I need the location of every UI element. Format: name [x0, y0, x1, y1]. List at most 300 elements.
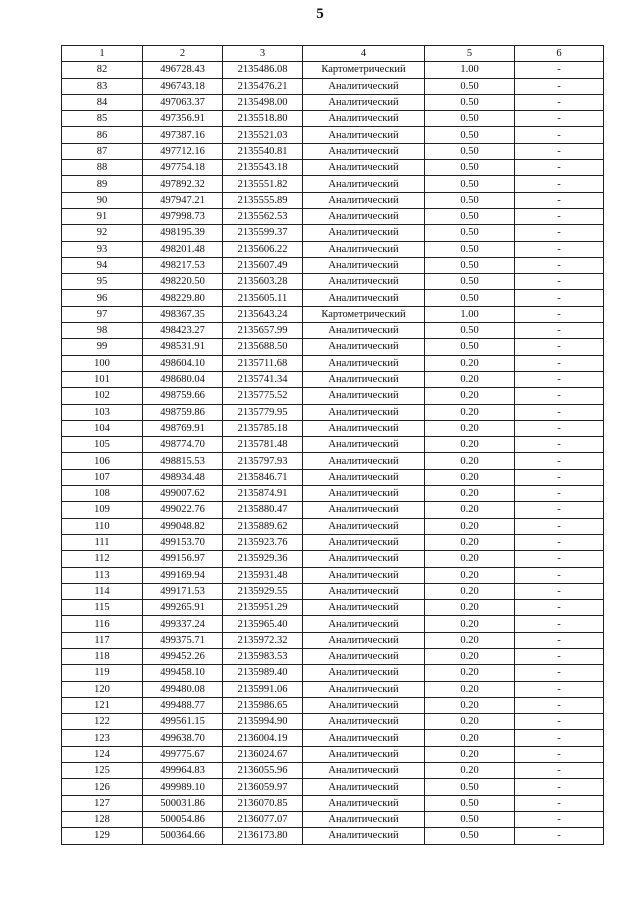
table-row — [62, 257, 604, 273]
note-cell: - — [515, 648, 604, 664]
x-coordinate-cell: 499048.82 — [143, 518, 223, 534]
y-coordinate-cell: 2135551.82 — [223, 176, 303, 192]
accuracy-cell: 0.20 — [425, 518, 515, 534]
y-coordinate-cell: 2135476.21 — [223, 78, 303, 94]
point-number-cell: 121 — [62, 697, 143, 713]
point-number-cell: 91 — [62, 208, 143, 224]
method-cell: Аналитический — [303, 730, 425, 746]
y-coordinate-cell: 2135603.28 — [223, 274, 303, 290]
method-cell: Аналитический — [303, 176, 425, 192]
table-row — [62, 779, 604, 795]
method-cell: Аналитический — [303, 160, 425, 176]
accuracy-cell: 0.20 — [425, 600, 515, 616]
point-number-cell: 89 — [62, 176, 143, 192]
method-cell: Аналитический — [303, 697, 425, 713]
point-number-cell: 99 — [62, 339, 143, 355]
x-coordinate-cell: 499775.67 — [143, 746, 223, 762]
y-coordinate-cell: 2135711.68 — [223, 355, 303, 371]
method-cell: Аналитический — [303, 404, 425, 420]
note-cell: - — [515, 600, 604, 616]
table-row — [62, 290, 604, 306]
note-cell: - — [515, 176, 604, 192]
point-number-cell: 120 — [62, 681, 143, 697]
y-coordinate-cell: 2135543.18 — [223, 160, 303, 176]
table-row — [62, 583, 604, 599]
table-row — [62, 192, 604, 208]
coordinates-table — [61, 45, 604, 845]
point-number-cell: 124 — [62, 746, 143, 762]
point-number-cell: 82 — [62, 62, 143, 78]
accuracy-cell: 0.50 — [425, 339, 515, 355]
y-coordinate-cell: 2135606.22 — [223, 241, 303, 257]
y-coordinate-cell: 2135498.00 — [223, 94, 303, 110]
point-number-cell: 104 — [62, 420, 143, 436]
point-number-cell: 105 — [62, 437, 143, 453]
y-coordinate-cell: 2135846.71 — [223, 469, 303, 485]
note-cell: - — [515, 665, 604, 681]
method-cell: Аналитический — [303, 632, 425, 648]
accuracy-cell: 0.20 — [425, 534, 515, 550]
note-cell: - — [515, 779, 604, 795]
note-cell: - — [515, 420, 604, 436]
y-coordinate-cell: 2135781.48 — [223, 437, 303, 453]
x-coordinate-cell: 496728.43 — [143, 62, 223, 78]
accuracy-cell: 0.50 — [425, 795, 515, 811]
method-cell: Аналитический — [303, 290, 425, 306]
method-cell: Аналитический — [303, 208, 425, 224]
table-row — [62, 567, 604, 583]
y-coordinate-cell: 2135923.76 — [223, 534, 303, 550]
y-coordinate-cell: 2136077.07 — [223, 811, 303, 827]
y-coordinate-cell: 2136004.19 — [223, 730, 303, 746]
y-coordinate-cell: 2136059.97 — [223, 779, 303, 795]
x-coordinate-cell: 499265.91 — [143, 600, 223, 616]
x-coordinate-cell: 496743.18 — [143, 78, 223, 94]
table-row — [62, 94, 604, 110]
point-number-cell: 113 — [62, 567, 143, 583]
point-number-cell: 90 — [62, 192, 143, 208]
x-coordinate-cell: 498774.70 — [143, 437, 223, 453]
accuracy-cell: 1.00 — [425, 62, 515, 78]
point-number-cell: 111 — [62, 534, 143, 550]
accuracy-cell: 0.20 — [425, 746, 515, 762]
y-coordinate-cell: 2135929.55 — [223, 583, 303, 599]
x-coordinate-cell: 497712.16 — [143, 143, 223, 159]
method-cell: Аналитический — [303, 241, 425, 257]
note-cell: - — [515, 616, 604, 632]
note-cell: - — [515, 469, 604, 485]
table-row — [62, 795, 604, 811]
point-number-cell: 102 — [62, 388, 143, 404]
y-coordinate-cell: 2136024.67 — [223, 746, 303, 762]
x-coordinate-cell: 500031.86 — [143, 795, 223, 811]
accuracy-cell: 0.50 — [425, 111, 515, 127]
note-cell: - — [515, 697, 604, 713]
note-cell: - — [515, 811, 604, 827]
note-cell: - — [515, 534, 604, 550]
table-row — [62, 176, 604, 192]
x-coordinate-cell: 497754.18 — [143, 160, 223, 176]
method-cell: Аналитический — [303, 127, 425, 143]
y-coordinate-cell: 2135562.53 — [223, 208, 303, 224]
point-number-cell: 86 — [62, 127, 143, 143]
method-cell: Аналитический — [303, 192, 425, 208]
x-coordinate-cell: 499375.71 — [143, 632, 223, 648]
y-coordinate-cell: 2135983.53 — [223, 648, 303, 664]
method-cell: Аналитический — [303, 225, 425, 241]
point-number-cell: 128 — [62, 811, 143, 827]
y-coordinate-cell: 2135688.50 — [223, 339, 303, 355]
method-cell: Аналитический — [303, 469, 425, 485]
table-row — [62, 78, 604, 94]
x-coordinate-cell: 497947.21 — [143, 192, 223, 208]
table-body — [62, 62, 604, 844]
note-cell: - — [515, 355, 604, 371]
note-cell: - — [515, 551, 604, 567]
x-coordinate-cell: 499452.26 — [143, 648, 223, 664]
note-cell: - — [515, 486, 604, 502]
y-coordinate-cell: 2135880.47 — [223, 502, 303, 518]
method-cell: Аналитический — [303, 111, 425, 127]
note-cell: - — [515, 583, 604, 599]
page-number: 5 — [316, 6, 324, 22]
point-number-cell: 126 — [62, 779, 143, 795]
y-coordinate-cell: 2135951.29 — [223, 600, 303, 616]
x-coordinate-cell: 498680.04 — [143, 371, 223, 387]
point-number-cell: 109 — [62, 502, 143, 518]
accuracy-cell: 0.50 — [425, 225, 515, 241]
table-row — [62, 665, 604, 681]
table-row — [62, 371, 604, 387]
x-coordinate-cell: 499561.15 — [143, 714, 223, 730]
point-number-cell: 83 — [62, 78, 143, 94]
note-cell: - — [515, 746, 604, 762]
x-coordinate-cell: 498531.91 — [143, 339, 223, 355]
table-row — [62, 828, 604, 844]
y-coordinate-cell: 2135518.80 — [223, 111, 303, 127]
table-row — [62, 225, 604, 241]
method-cell: Аналитический — [303, 648, 425, 664]
point-number-cell: 97 — [62, 306, 143, 322]
accuracy-cell: 0.20 — [425, 697, 515, 713]
note-cell: - — [515, 795, 604, 811]
x-coordinate-cell: 498934.48 — [143, 469, 223, 485]
accuracy-cell: 0.20 — [425, 648, 515, 664]
point-number-cell: 84 — [62, 94, 143, 110]
method-cell: Картометрический — [303, 62, 425, 78]
y-coordinate-cell: 2135785.18 — [223, 420, 303, 436]
table-row — [62, 453, 604, 469]
note-cell: - — [515, 143, 604, 159]
method-cell: Аналитический — [303, 143, 425, 159]
note-cell: - — [515, 502, 604, 518]
y-coordinate-cell: 2135986.65 — [223, 697, 303, 713]
point-number-cell: 98 — [62, 323, 143, 339]
table-row — [62, 339, 604, 355]
note-cell: - — [515, 339, 604, 355]
note-cell: - — [515, 632, 604, 648]
y-coordinate-cell: 2135972.32 — [223, 632, 303, 648]
point-number-cell: 85 — [62, 111, 143, 127]
note-cell: - — [515, 94, 604, 110]
note-cell: - — [515, 257, 604, 273]
table-row — [62, 306, 604, 322]
table-row — [62, 127, 604, 143]
y-coordinate-cell: 2135965.40 — [223, 616, 303, 632]
table-row — [62, 420, 604, 436]
x-coordinate-cell: 498195.39 — [143, 225, 223, 241]
y-coordinate-cell: 2135657.99 — [223, 323, 303, 339]
note-cell: - — [515, 437, 604, 453]
note-cell: - — [515, 681, 604, 697]
method-cell: Аналитический — [303, 257, 425, 273]
note-cell: - — [515, 404, 604, 420]
x-coordinate-cell: 499488.77 — [143, 697, 223, 713]
accuracy-cell: 0.20 — [425, 355, 515, 371]
point-number-cell: 119 — [62, 665, 143, 681]
method-cell: Аналитический — [303, 274, 425, 290]
accuracy-cell: 0.50 — [425, 241, 515, 257]
y-coordinate-cell: 2135991.06 — [223, 681, 303, 697]
column-header: 3 — [223, 46, 303, 62]
x-coordinate-cell: 498815.53 — [143, 453, 223, 469]
accuracy-cell: 0.50 — [425, 127, 515, 143]
point-number-cell: 116 — [62, 616, 143, 632]
accuracy-cell: 0.20 — [425, 665, 515, 681]
y-coordinate-cell: 2135486.08 — [223, 62, 303, 78]
column-header: 6 — [515, 46, 604, 62]
accuracy-cell: 0.20 — [425, 371, 515, 387]
x-coordinate-cell: 499638.70 — [143, 730, 223, 746]
table-row — [62, 469, 604, 485]
y-coordinate-cell: 2135605.11 — [223, 290, 303, 306]
point-number-cell: 94 — [62, 257, 143, 273]
accuracy-cell: 0.20 — [425, 453, 515, 469]
accuracy-cell: 0.50 — [425, 323, 515, 339]
point-number-cell: 110 — [62, 518, 143, 534]
y-coordinate-cell: 2135929.36 — [223, 551, 303, 567]
accuracy-cell: 0.50 — [425, 94, 515, 110]
method-cell: Аналитический — [303, 518, 425, 534]
note-cell: - — [515, 127, 604, 143]
table-row — [62, 323, 604, 339]
note-cell: - — [515, 274, 604, 290]
y-coordinate-cell: 2135874.91 — [223, 486, 303, 502]
table-row — [62, 600, 604, 616]
method-cell: Аналитический — [303, 779, 425, 795]
method-cell: Аналитический — [303, 551, 425, 567]
method-cell: Аналитический — [303, 714, 425, 730]
accuracy-cell: 0.20 — [425, 420, 515, 436]
method-cell: Аналитический — [303, 746, 425, 762]
table-row — [62, 534, 604, 550]
point-number-cell: 115 — [62, 600, 143, 616]
method-cell: Аналитический — [303, 486, 425, 502]
column-header: 1 — [62, 46, 143, 62]
accuracy-cell: 0.50 — [425, 78, 515, 94]
table-row — [62, 437, 604, 453]
table-row — [62, 551, 604, 567]
note-cell: - — [515, 828, 604, 844]
y-coordinate-cell: 2136173.80 — [223, 828, 303, 844]
table-row — [62, 143, 604, 159]
x-coordinate-cell: 499989.10 — [143, 779, 223, 795]
x-coordinate-cell: 498217.53 — [143, 257, 223, 273]
accuracy-cell: 0.50 — [425, 290, 515, 306]
note-cell: - — [515, 160, 604, 176]
method-cell: Картометрический — [303, 306, 425, 322]
table-row — [62, 648, 604, 664]
table-row — [62, 616, 604, 632]
note-cell: - — [515, 453, 604, 469]
note-cell: - — [515, 62, 604, 78]
table-row — [62, 811, 604, 827]
accuracy-cell: 0.20 — [425, 681, 515, 697]
x-coordinate-cell: 498220.50 — [143, 274, 223, 290]
point-number-cell: 123 — [62, 730, 143, 746]
y-coordinate-cell: 2135521.03 — [223, 127, 303, 143]
y-coordinate-cell: 2135989.40 — [223, 665, 303, 681]
accuracy-cell: 0.50 — [425, 828, 515, 844]
note-cell: - — [515, 518, 604, 534]
accuracy-cell: 0.20 — [425, 469, 515, 485]
y-coordinate-cell: 2135797.93 — [223, 453, 303, 469]
table-row — [62, 388, 604, 404]
accuracy-cell: 0.20 — [425, 714, 515, 730]
table-row — [62, 208, 604, 224]
table-row — [62, 697, 604, 713]
method-cell: Аналитический — [303, 437, 425, 453]
accuracy-cell: 0.20 — [425, 567, 515, 583]
point-number-cell: 112 — [62, 551, 143, 567]
point-number-cell: 88 — [62, 160, 143, 176]
accuracy-cell: 0.50 — [425, 208, 515, 224]
y-coordinate-cell: 2135994.90 — [223, 714, 303, 730]
accuracy-cell: 0.20 — [425, 437, 515, 453]
accuracy-cell: 0.50 — [425, 811, 515, 827]
table-row — [62, 730, 604, 746]
table-row — [62, 404, 604, 420]
table-row — [62, 111, 604, 127]
y-coordinate-cell: 2135607.49 — [223, 257, 303, 273]
note-cell: - — [515, 567, 604, 583]
table-row — [62, 486, 604, 502]
method-cell: Аналитический — [303, 811, 425, 827]
accuracy-cell: 1.00 — [425, 306, 515, 322]
accuracy-cell: 0.50 — [425, 143, 515, 159]
method-cell: Аналитический — [303, 94, 425, 110]
point-number-cell: 117 — [62, 632, 143, 648]
table-row — [62, 714, 604, 730]
table-row — [62, 62, 604, 78]
y-coordinate-cell: 2135540.81 — [223, 143, 303, 159]
column-header: 5 — [425, 46, 515, 62]
x-coordinate-cell: 499022.76 — [143, 502, 223, 518]
table-row — [62, 763, 604, 779]
point-number-cell: 122 — [62, 714, 143, 730]
point-number-cell: 103 — [62, 404, 143, 420]
method-cell: Аналитический — [303, 583, 425, 599]
x-coordinate-cell: 498759.66 — [143, 388, 223, 404]
table-row — [62, 274, 604, 290]
accuracy-cell: 0.20 — [425, 486, 515, 502]
table-row — [62, 160, 604, 176]
table-row — [62, 355, 604, 371]
method-cell: Аналитический — [303, 534, 425, 550]
point-number-cell: 106 — [62, 453, 143, 469]
x-coordinate-cell: 499169.94 — [143, 567, 223, 583]
accuracy-cell: 0.50 — [425, 192, 515, 208]
accuracy-cell: 0.20 — [425, 388, 515, 404]
note-cell: - — [515, 192, 604, 208]
method-cell: Аналитический — [303, 502, 425, 518]
x-coordinate-cell: 498759.86 — [143, 404, 223, 420]
x-coordinate-cell: 498229.80 — [143, 290, 223, 306]
point-number-cell: 87 — [62, 143, 143, 159]
table-row — [62, 746, 604, 762]
y-coordinate-cell: 2135599.37 — [223, 225, 303, 241]
y-coordinate-cell: 2135775.52 — [223, 388, 303, 404]
note-cell: - — [515, 763, 604, 779]
point-number-cell: 101 — [62, 371, 143, 387]
point-number-cell: 93 — [62, 241, 143, 257]
x-coordinate-cell: 499458.10 — [143, 665, 223, 681]
x-coordinate-cell: 499156.97 — [143, 551, 223, 567]
x-coordinate-cell: 497063.37 — [143, 94, 223, 110]
method-cell: Аналитический — [303, 763, 425, 779]
note-cell: - — [515, 208, 604, 224]
method-cell: Аналитический — [303, 795, 425, 811]
accuracy-cell: 0.20 — [425, 730, 515, 746]
note-cell: - — [515, 290, 604, 306]
method-cell: Аналитический — [303, 681, 425, 697]
method-cell: Аналитический — [303, 616, 425, 632]
y-coordinate-cell: 2135779.95 — [223, 404, 303, 420]
note-cell: - — [515, 323, 604, 339]
point-number-cell: 129 — [62, 828, 143, 844]
x-coordinate-cell: 499964.83 — [143, 763, 223, 779]
x-coordinate-cell: 499171.53 — [143, 583, 223, 599]
y-coordinate-cell: 2135931.48 — [223, 567, 303, 583]
point-number-cell: 95 — [62, 274, 143, 290]
accuracy-cell: 0.50 — [425, 176, 515, 192]
point-number-cell: 107 — [62, 469, 143, 485]
method-cell: Аналитический — [303, 665, 425, 681]
point-number-cell: 125 — [62, 763, 143, 779]
y-coordinate-cell: 2135889.62 — [223, 518, 303, 534]
point-number-cell: 100 — [62, 355, 143, 371]
accuracy-cell: 0.50 — [425, 257, 515, 273]
y-coordinate-cell: 2136055.96 — [223, 763, 303, 779]
method-cell: Аналитический — [303, 371, 425, 387]
note-cell: - — [515, 111, 604, 127]
table-row — [62, 518, 604, 534]
table-row — [62, 681, 604, 697]
accuracy-cell: 0.50 — [425, 779, 515, 795]
x-coordinate-cell: 499480.08 — [143, 681, 223, 697]
column-header: 2 — [143, 46, 223, 62]
point-number-cell: 118 — [62, 648, 143, 664]
note-cell: - — [515, 371, 604, 387]
note-cell: - — [515, 714, 604, 730]
method-cell: Аналитический — [303, 355, 425, 371]
method-cell: Аналитический — [303, 600, 425, 616]
x-coordinate-cell: 497356.91 — [143, 111, 223, 127]
accuracy-cell: 0.20 — [425, 616, 515, 632]
point-number-cell: 127 — [62, 795, 143, 811]
accuracy-cell: 0.20 — [425, 404, 515, 420]
x-coordinate-cell: 497998.73 — [143, 208, 223, 224]
